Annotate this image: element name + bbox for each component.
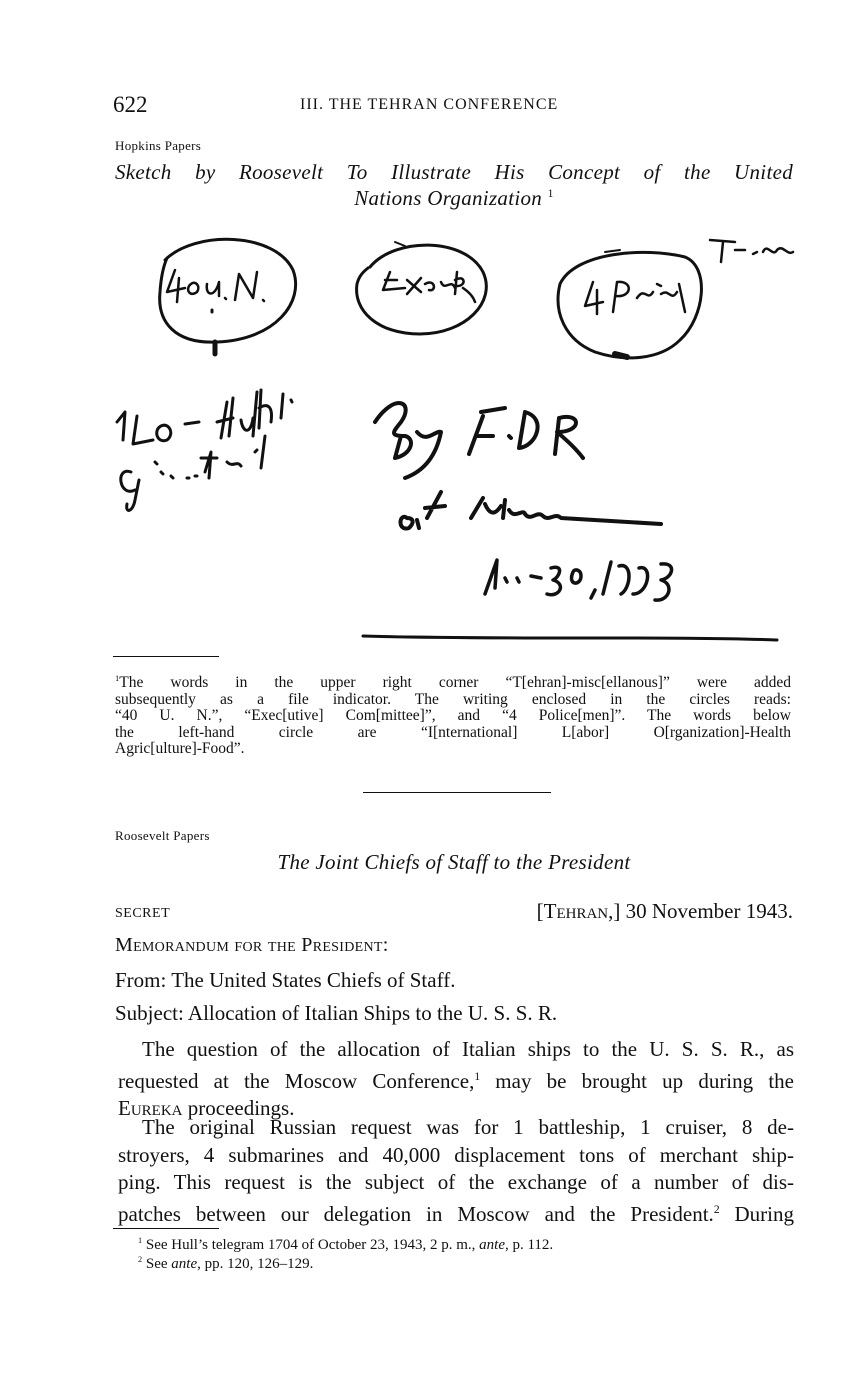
- source-label-roosevelt: Roosevelt Papers: [115, 828, 210, 843]
- classification-label: SECRET: [115, 906, 171, 921]
- sketch-signature-date: [485, 560, 672, 600]
- dateline: [Tehran,] 30 November 1943.: [536, 899, 793, 923]
- footnote-line: the left-hand circle are “I[nternational] L[abor] O[rganization]-Health: [115, 723, 791, 741]
- footnote-ref: 1: [547, 187, 554, 200]
- page-footnote-2: $^2$ See ante, pp. 120, 126–129.: [138, 1255, 314, 1272]
- sketch-signature-fdr: [375, 403, 583, 478]
- memo-heading: Memorandum for the President:: [115, 934, 389, 956]
- section-separator: [363, 792, 551, 793]
- sketch-footnote: [115, 670, 791, 758]
- footnote-line: $^1$The words in the upper right corner “T[ehran]-misc[ellanous]” were added: [115, 673, 791, 691]
- sketch-bottom-rule: [363, 636, 777, 640]
- running-title: III. THE TEHRAN CONFERENCE: [300, 96, 559, 113]
- footnote-line: Agric[ulture]-Food”.: [115, 740, 245, 758]
- page-number: 622: [113, 92, 148, 117]
- source-label-hopkins: Hopkins Papers: [115, 138, 202, 153]
- page-footnote-1: $^1$ See Hull’s telegram 1704 of October 23, 1943, 2 p. m., ante, p. 112.: [138, 1236, 554, 1253]
- roosevelt-sketch: [105, 222, 805, 652]
- footnote-rule: [113, 656, 219, 657]
- sketch-signature-tehran: [401, 492, 662, 529]
- memo-subject: Subject: Allocation of Italian Ships to the U. S. S. R.: [115, 1001, 558, 1025]
- sketch-title-line1: Sketch by Roosevelt To Illustrate His Concept of the United: [115, 160, 793, 184]
- page-footnote-rule: [113, 1228, 219, 1229]
- sketch-circle-police: [558, 252, 701, 357]
- document-title: The Joint Chiefs of Staff to the President: [277, 850, 631, 874]
- memo-from: From: The United States Chiefs of Staff.: [115, 968, 456, 992]
- sketch-corner-note: [710, 240, 793, 262]
- sketch-circle-un: [160, 239, 296, 342]
- sketch-title-line2: Nations Organization $^1$: [354, 186, 554, 210]
- paragraph-1: The question of the allocation of Italian ships to the U. S. S. R., as requested at the Moscow Conference,$^1$ may be brought up during the Eureka proceedings.: [118, 1037, 794, 1121]
- footnote-line: “40 U. N.”, “Exec[utive] Com[mittee]”, and “4 Police[men]”. The words below: [115, 707, 791, 725]
- footnote-line: subsequently as a file indicator. The writing enclosed in the circles reads:: [115, 690, 791, 708]
- paragraph-2: The original Russian request was for 1 battleship, 1 cruiser, 8 de- stroyers, 4 submarines and 40,000 displacement tons of merchant ship- ping. This request is the subject of the exchange of a number of dis- patches between our delegation in Moscow and the President.$^2$ During: [118, 1115, 795, 1226]
